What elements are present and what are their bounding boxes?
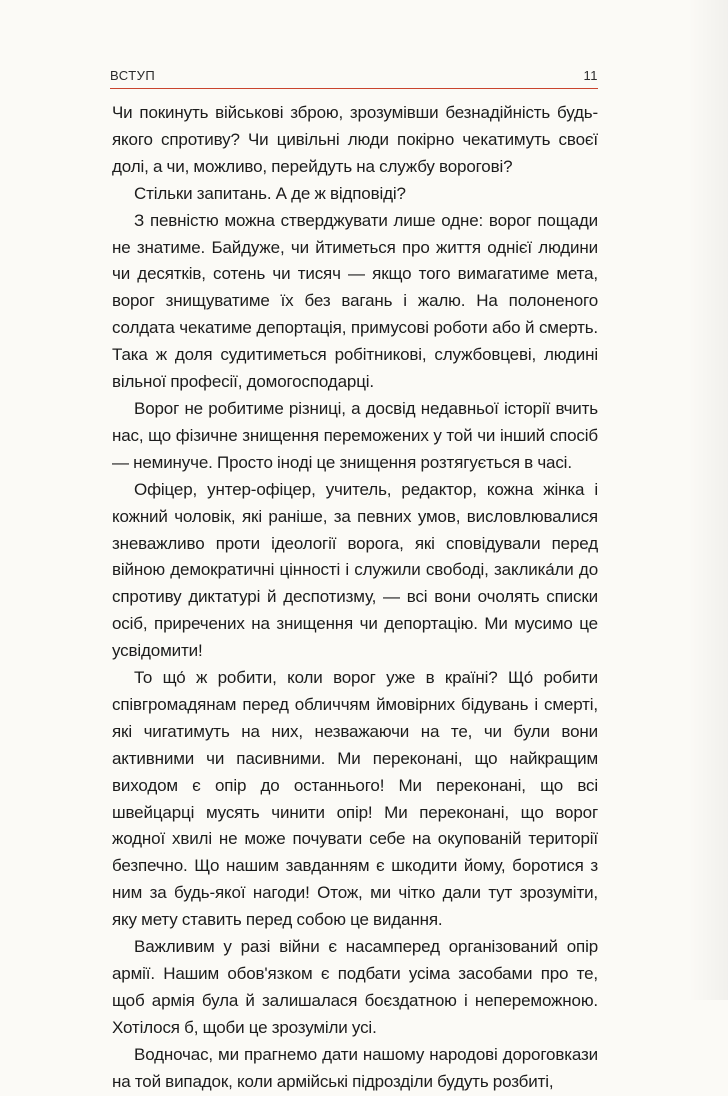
- header-rule: [110, 88, 598, 89]
- paragraph: З певністю можна стверджувати лише одне: ворог пощади не знатиме. Байдуже, чи йтиметься про життя однієї людини чи десятків, сотень чи тисяч — якщо того вимагатиме мета, ворог знищуватиме їх без вагань і жалю. На полоненого солдата чекатиме депортація, примусові роботи або й смерть. Така ж доля судитиметься робітникові, службовцеві, людині вільної професії, домогосподарці.: [112, 210, 598, 392]
- paragraph: Стільки запитань. А де ж відповіді?: [134, 183, 406, 203]
- section-title: ВСТУП: [110, 68, 156, 83]
- page-number: 11: [583, 68, 598, 83]
- paragraph: Водночас, ми прагнемо дати нашому народові дороговкази на той випадок, коли армійські підрозділи будуть розбиті,: [112, 1044, 598, 1091]
- body-text: [112, 100, 598, 1096]
- paragraph: Важливим у разі війни є насамперед організований опір армії. Нашим обов'язком є подбати усіма засобами про те, щоб армія була й залишалася боєздатною і непереможною. Хотілося б, щоби це зрозуміли усі.: [112, 937, 598, 1037]
- paragraph: Офіцер, унтер-офіцер, учитель, редактор, кожна жінка і кожний чоловік, які раніше, за певних умов, висловлювалися зневажливо проти ідеології ворога, які сповідували перед війною демократичні цінності і служили свободі, заклика́ли до спротиву диктатурі й деспотизму, — всі вони очолять списки осіб, приречених на знищення чи депортацію. Ми мусимо це усвідомити!: [112, 479, 598, 661]
- paragraph: То що́ ж робити, коли ворог уже в країні? Що́ робити співгромадянам перед обличчям ймовірних бідувань і смерті, які чигатимуть на них, незважаючи на те, чи були вони активними чи пасивними. Ми переконані, що найкращим виходом є опір до останнього! Ми переконані, що всі швейцарці мусять чинити опір! Ми переконані, що ворог жодної хвилі не може почувати себе на окупованій території безпечно. Що нашим завданням є шкодити йому, боротися з ним за будь-якої нагоди! Отож, ми чітко дали тут зрозуміти, яку мету ставить перед собою це видання.: [112, 668, 598, 930]
- page-gutter-shadow: [688, 0, 728, 1000]
- paragraph: Ворог не робитиме різниці, а досвід недавньої історії вчить нас, що фізичне знищення переможених у той чи інший спосіб — неминуче. Просто іноді це знищення розтягується в часі.: [112, 398, 598, 472]
- running-header: [110, 68, 598, 86]
- paragraph: Чи покинуть військові зброю, зрозумівши безнадійність будь-якого спротиву? Чи цивільні люди покірно чекатимуть своєї долі, а чи, можливо, перейдуть на службу ворогові?: [112, 103, 598, 176]
